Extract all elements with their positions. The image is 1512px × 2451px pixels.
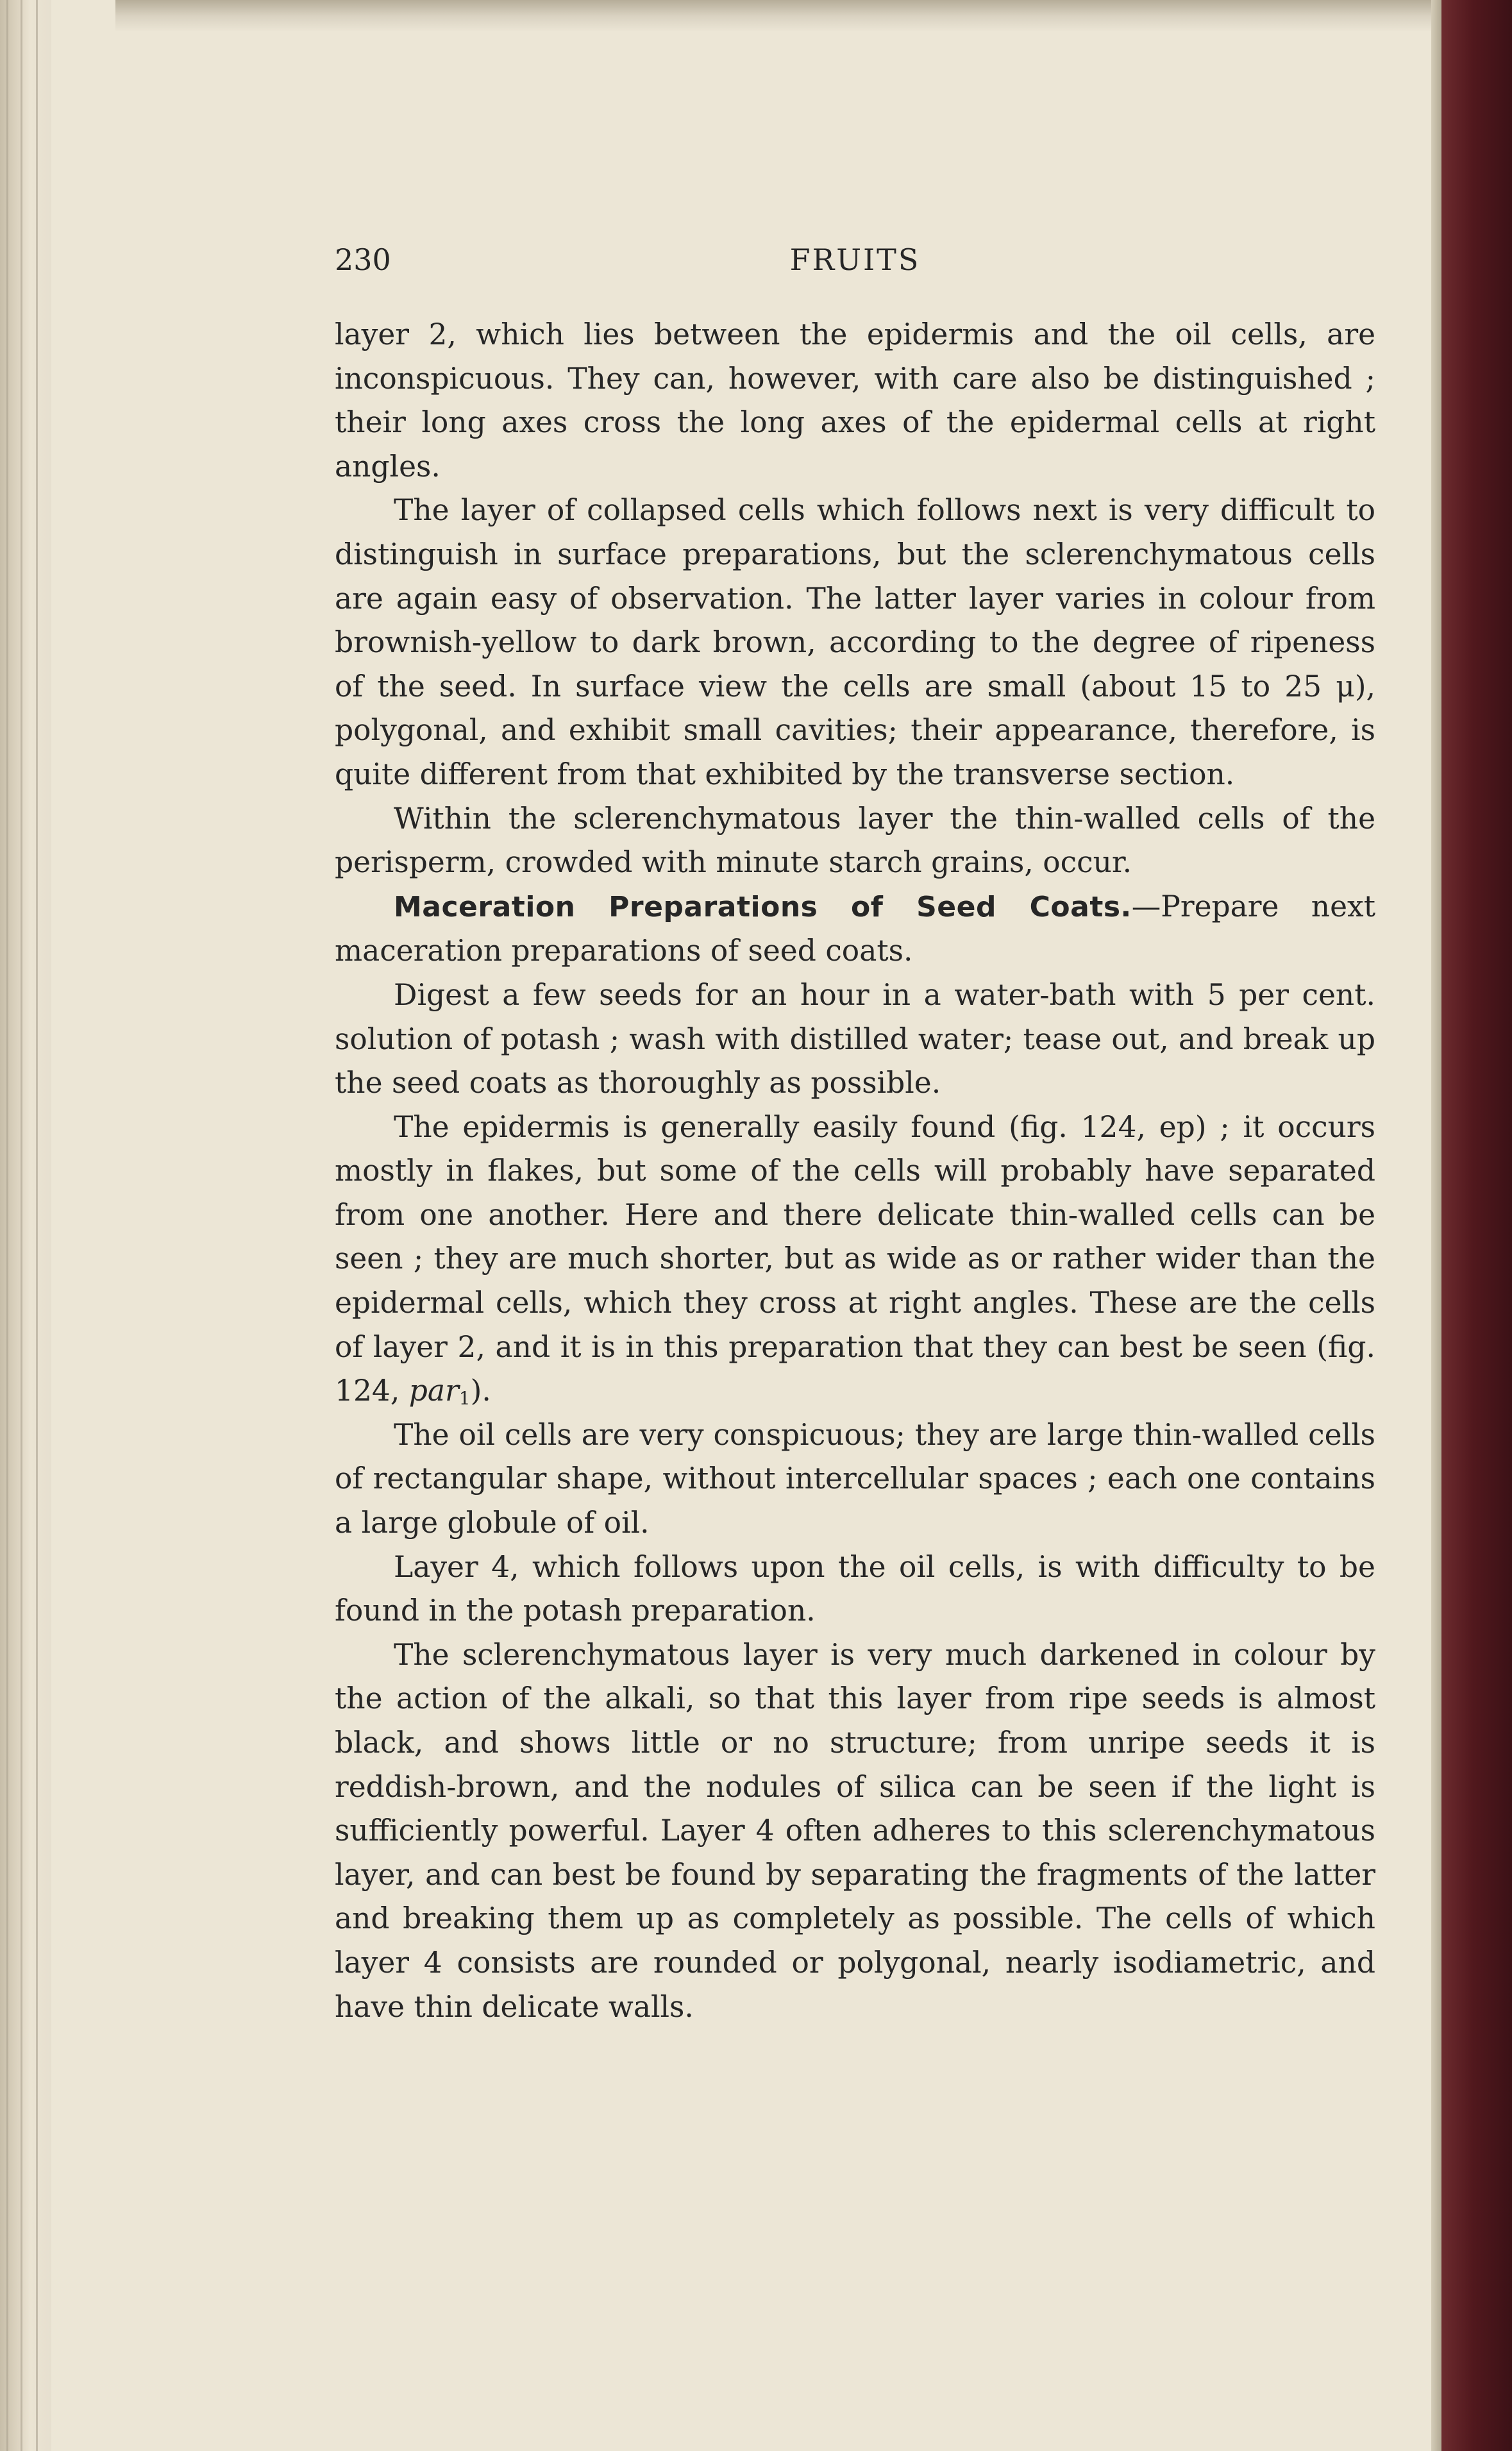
paragraph — [335, 1546, 1375, 1633]
paragraph-text-tail: ). — [470, 1374, 491, 1408]
gutter-rule — [6, 0, 8, 2451]
paragraph-text: —Prepare next maceration preparations of seed coats. — [335, 889, 1375, 968]
paragraph-text: The sclerenchymatous layer is very much darkened in colour by the action of the alkali, so that this layer from ripe seeds is almost black, and shows little or no structure; from unripe seeds it is reddish-brown, and the nodules of silica can be seen if the light is sufficiently powerful. Layer 4 often adheres to this sclerenchymatous layer, and can best be found by separating the fragments of the latter and breaking them up as completely as possible. The cells of which layer 4 consists are rounded or polygonal, nearly isodiametric, and have thin delicate walls. — [335, 1637, 1375, 2024]
paragraph — [335, 797, 1375, 885]
paragraph-text: The oil cells are very conspicuous; they are large thin-walled cells of rectangular shape, without intercellular spaces ; each one contains a large globule of oil. — [335, 1417, 1375, 1540]
body-text — [335, 313, 1375, 2029]
paragraph — [335, 1413, 1375, 1546]
paragraph — [335, 313, 1375, 489]
page-number: 230 — [335, 242, 391, 277]
book-cover — [1441, 0, 1512, 2451]
paragraph — [335, 489, 1375, 796]
paragraph-text: Within the sclerenchymatous layer the thin-walled cells of the perisperm, crowded with minute starch grains, occur. — [335, 801, 1375, 880]
paragraph-text: The epidermis is generally easily found (fig. 124, ep) ; it occurs mostly in flakes, but some of the cells will probably have separated from one another. Here and there delicate thin-walled cells can be seen ; they are much shorter, but as wide as or rather wider than the epidermal cells, which they cross at right angles. These are the cells of layer 2, and it is in this preparation that they can best be seen (fig. 124, — [335, 1109, 1375, 1408]
page-top-edge — [115, 0, 1488, 32]
paragraph — [335, 1106, 1375, 1413]
paragraph-text: Digest a few seeds for an hour in a water-bath with 5 per cent. solution of potash ; wash with distilled water; tease out, and break up the seed coats as thoroughly as possible. — [335, 977, 1375, 1100]
gutter-rule — [21, 0, 22, 2451]
page-fore-edge — [1431, 0, 1441, 2451]
paragraph — [335, 885, 1375, 973]
running-header — [335, 242, 1375, 287]
paragraph — [335, 1633, 1375, 2029]
paragraph-text: The layer of collapsed cells which follows next is very difficult to distinguish in surface preparations, but the sclerenchymatous cells are again easy of observation. The latter layer varies in colour from brownish-yellow to dark brown, according to the degree of ripeness of the seed. In surface view the cells are small (about 15 to 25 μ), polygonal, and exhibit small cavities; their appearance, therefore, is quite different from that exhibited by the transverse section. — [335, 493, 1375, 791]
figure-label: par — [408, 1374, 459, 1408]
paragraph — [335, 973, 1375, 1106]
section-heading: Maceration Preparations of Seed Coats. — [394, 890, 1132, 923]
running-title: FRUITS — [789, 242, 921, 277]
gutter-rule — [36, 0, 38, 2451]
figure-label-subscript: 1 — [458, 1388, 471, 1410]
paragraph-text: Layer 4, which follows upon the oil cells, is with difficulty to be found in the potash preparation. — [335, 1549, 1375, 1628]
paragraph-text: layer 2, which lies between the epidermis and the oil cells, are inconspicuous. They can, however, with care also be distinguished ; their long axes cross the long axes of the epidermal cells at right angles. — [335, 317, 1375, 484]
page-gutter — [0, 0, 51, 2451]
